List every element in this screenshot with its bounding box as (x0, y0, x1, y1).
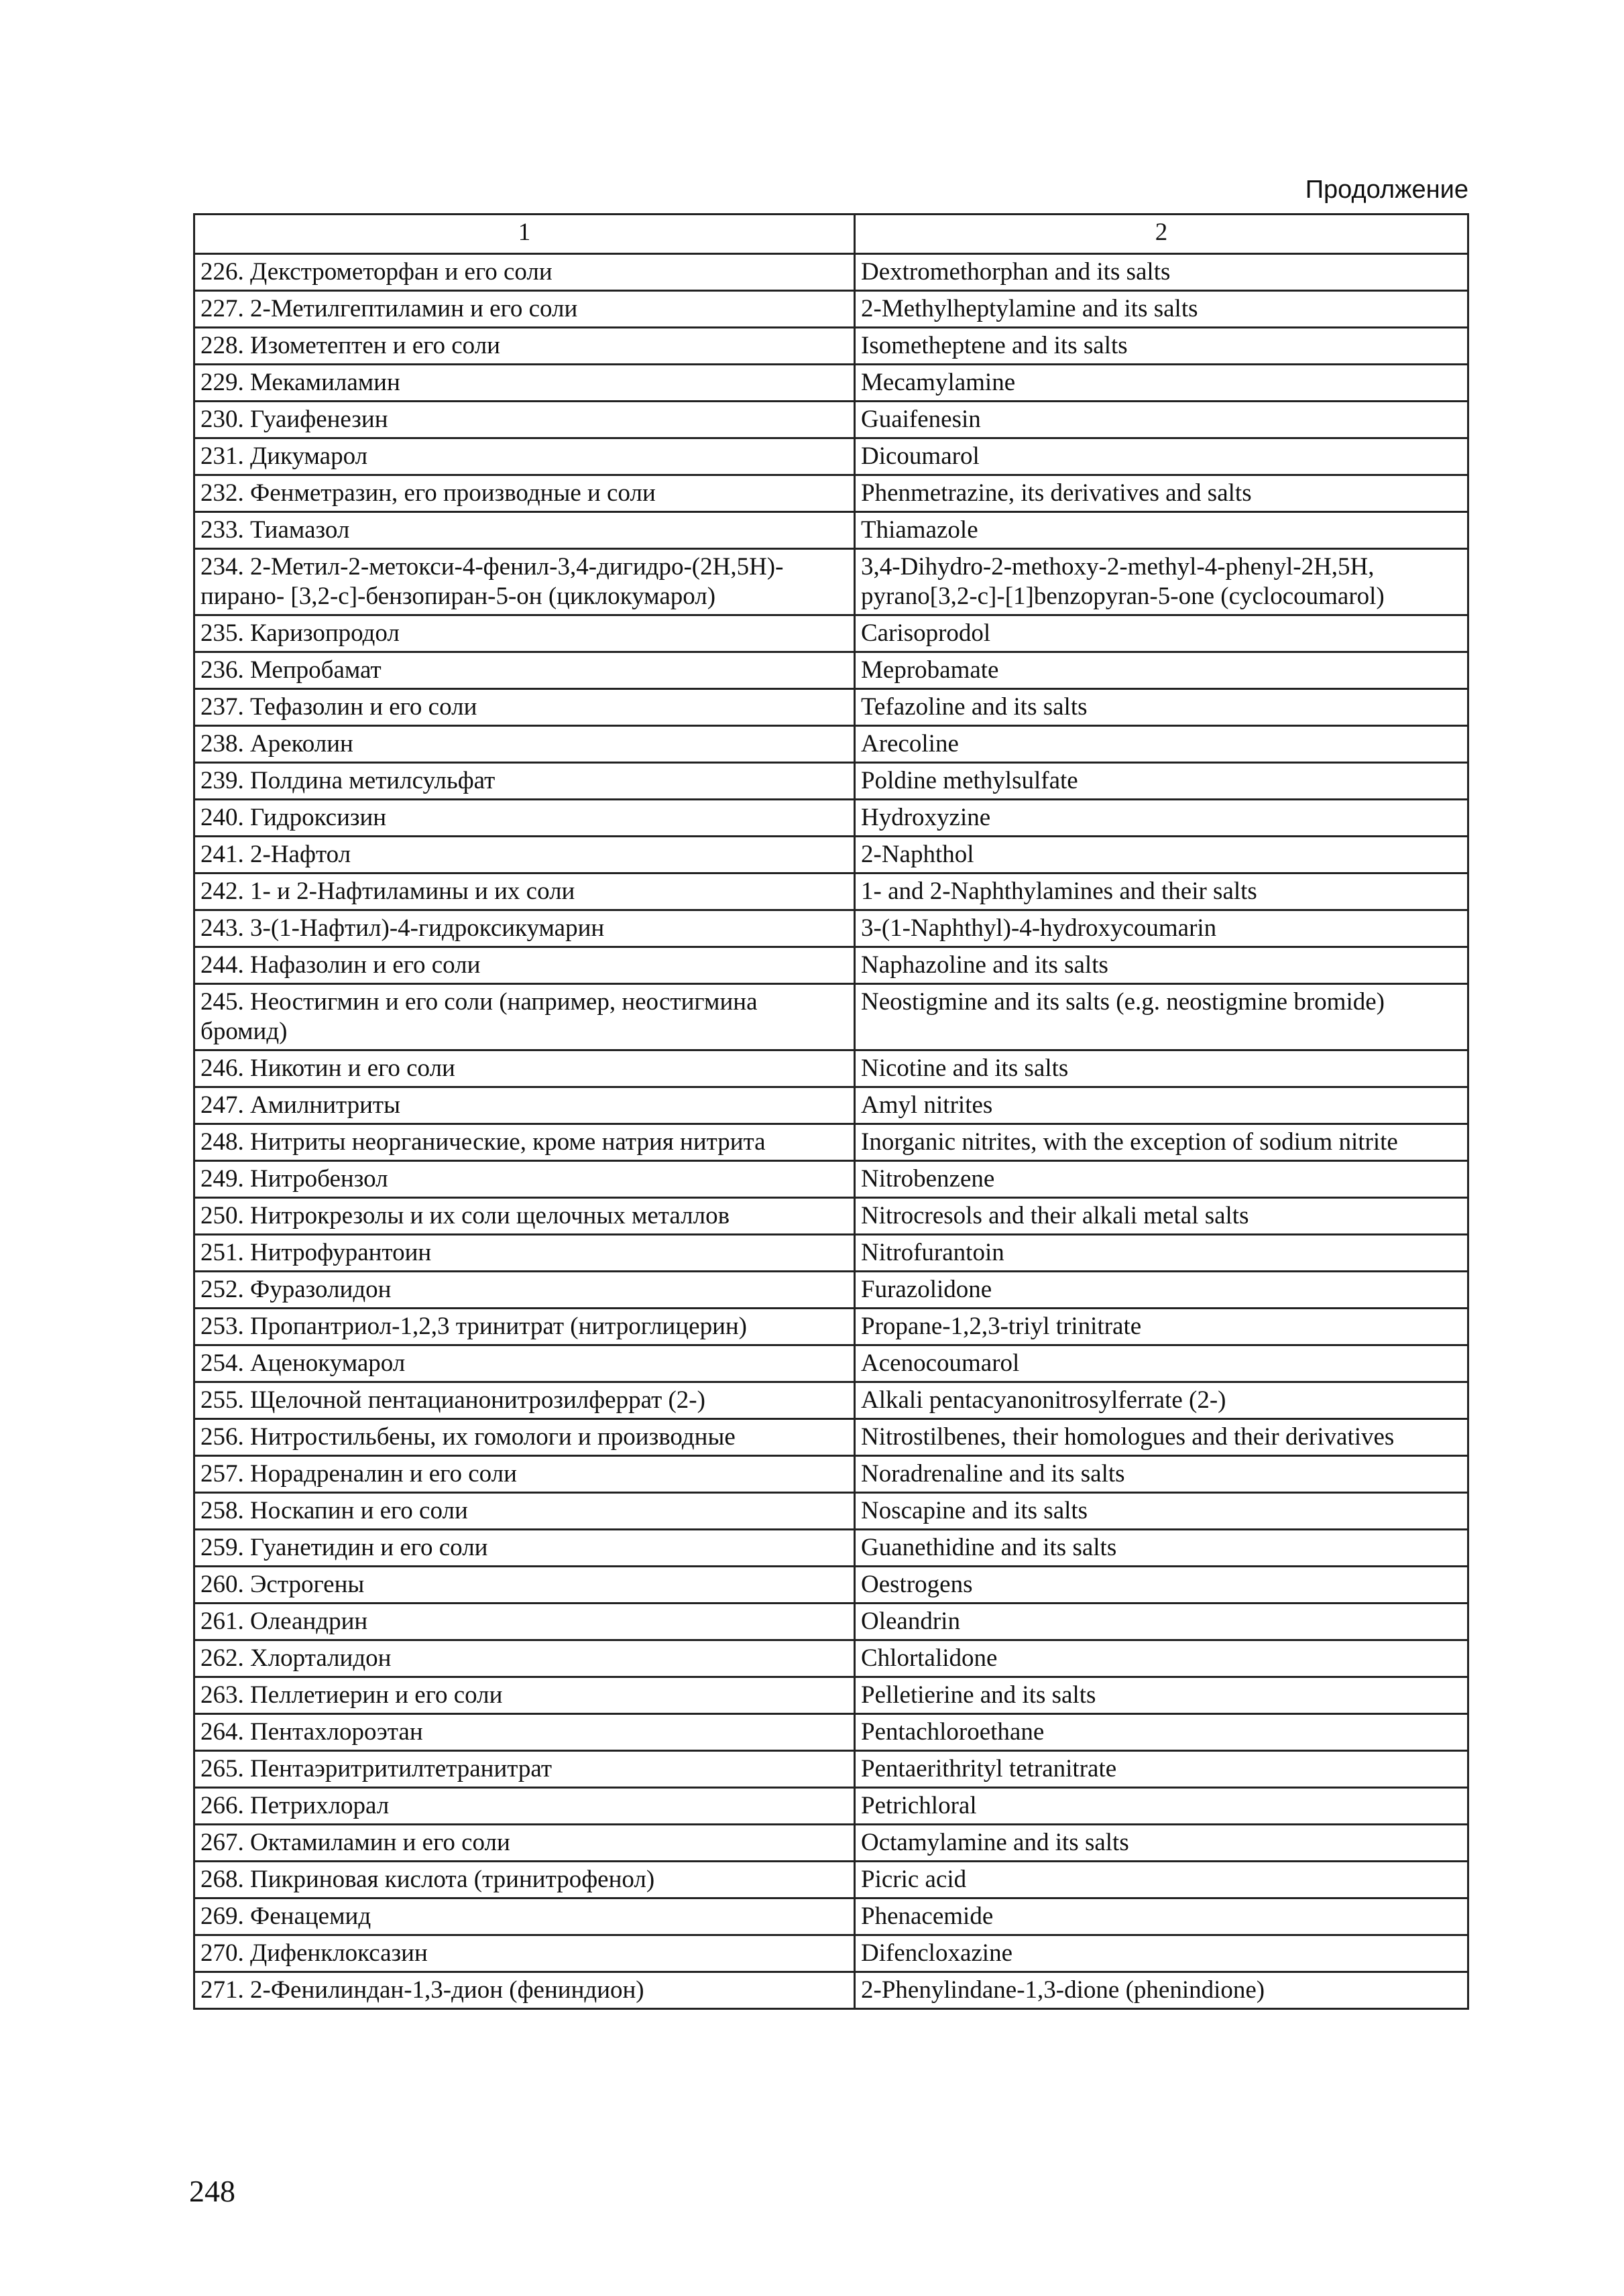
russian-name-cell: 237. Тефазолин и его соли (194, 689, 855, 726)
english-name-cell: Propane-1,2,3-triyl trinitrate (855, 1309, 1468, 1345)
english-name-cell: Nitrofurantoin (855, 1235, 1468, 1272)
english-name-cell: Poldine methylsulfate (855, 763, 1468, 800)
english-name-cell: Inorganic nitrites, with the exception of sodium nitrite (855, 1124, 1468, 1161)
english-name-cell: Pelletierine and its salts (855, 1677, 1468, 1714)
english-name-cell: Dextromethorphan and its salts (855, 254, 1468, 291)
russian-name-cell: 261. Олеандрин (194, 1604, 855, 1640)
russian-name-cell: 242. 1- и 2-Нафтиламины и их соли (194, 873, 855, 910)
russian-name-cell: 245. Неостигмин и его соли (например, неостигмина бромид) (194, 984, 855, 1050)
english-name-cell: Carisoprodol (855, 615, 1468, 652)
table-row (194, 689, 1468, 726)
russian-name-cell: 246. Никотин и его соли (194, 1050, 855, 1087)
page-number: 248 (189, 2174, 235, 2208)
table-row (194, 1161, 1468, 1198)
english-name-cell: Meprobamate (855, 652, 1468, 689)
russian-name-cell: 252. Фуразолидон (194, 1272, 855, 1309)
table-row (194, 1493, 1468, 1530)
table-row (194, 402, 1468, 438)
english-name-cell: 2-Naphthol (855, 837, 1468, 873)
table-row (194, 1309, 1468, 1345)
english-name-cell: Oestrogens (855, 1567, 1468, 1604)
english-name-cell: Guaifenesin (855, 402, 1468, 438)
russian-name-cell: 238. Ареколин (194, 726, 855, 763)
russian-name-cell: 258. Носкапин и его соли (194, 1493, 855, 1530)
column-header-2: 2 (855, 215, 1468, 254)
table-row (194, 365, 1468, 402)
russian-name-cell: 271. 2-Фенилиндан-1,3-дион (фениндион) (194, 1972, 855, 2009)
table-row (194, 1751, 1468, 1788)
column-header-1: 1 (194, 215, 855, 254)
table-row (194, 438, 1468, 475)
table-row (194, 1198, 1468, 1235)
russian-name-cell: 263. Пеллетиерин и его соли (194, 1677, 855, 1714)
table-row (194, 1972, 1468, 2009)
russian-name-cell: 227. 2-Метилгептиламин и его соли (194, 291, 855, 328)
english-name-cell: 3-(1-Naphthyl)-4-hydroxycoumarin (855, 910, 1468, 947)
table-row (194, 1456, 1468, 1493)
russian-name-cell: 265. Пентаэритритилтетранитрат (194, 1751, 855, 1788)
table-row (194, 1567, 1468, 1604)
substances-table (193, 213, 1469, 2010)
table-row (194, 910, 1468, 947)
table-row (194, 1604, 1468, 1640)
english-name-cell: Hydroxyzine (855, 800, 1468, 837)
table-row (194, 254, 1468, 291)
english-name-cell: Nitrobenzene (855, 1161, 1468, 1198)
russian-name-cell: 248. Нитриты неорганические, кроме натрия нитрита (194, 1124, 855, 1161)
russian-name-cell: 268. Пикриновая кислота (тринитрофенол) (194, 1862, 855, 1898)
english-name-cell: Isometheptene and its salts (855, 328, 1468, 365)
english-name-cell: Oleandrin (855, 1604, 1468, 1640)
english-name-cell: Pentachloroethane (855, 1714, 1468, 1751)
table-row (194, 512, 1468, 549)
english-name-cell: 2-Methylheptylamine and its salts (855, 291, 1468, 328)
russian-name-cell: 229. Мекамиламин (194, 365, 855, 402)
russian-name-cell: 239. Полдина метилсульфат (194, 763, 855, 800)
table-row (194, 1087, 1468, 1124)
table-row (194, 1050, 1468, 1087)
russian-name-cell: 231. Дикумарол (194, 438, 855, 475)
russian-name-cell: 234. 2-Метил-2-метокси-4-фенил-3,4-дигидро-(2H,5H)-пирано- [3,2-c]-бензопиран-5-он (циклокумарол) (194, 549, 855, 615)
continuation-label: Продолжение (1305, 176, 1468, 204)
english-name-cell: Thiamazole (855, 512, 1468, 549)
table-row (194, 291, 1468, 328)
table-body (194, 254, 1468, 2009)
russian-name-cell: 247. Амилнитриты (194, 1087, 855, 1124)
english-name-cell: Nicotine and its salts (855, 1050, 1468, 1087)
english-name-cell: Picric acid (855, 1862, 1468, 1898)
english-name-cell: Naphazoline and its salts (855, 947, 1468, 984)
table-row (194, 1272, 1468, 1309)
table-row (194, 549, 1468, 615)
english-name-cell: Arecoline (855, 726, 1468, 763)
table-row (194, 873, 1468, 910)
table-row (194, 984, 1468, 1050)
russian-name-cell: 249. Нитробензол (194, 1161, 855, 1198)
russian-name-cell: 233. Тиамазол (194, 512, 855, 549)
english-name-cell: Alkali pentacyanonitrosylferrate (2-) (855, 1382, 1468, 1419)
table-row (194, 1640, 1468, 1677)
russian-name-cell: 262. Хлорталидон (194, 1640, 855, 1677)
english-name-cell: Chlortalidone (855, 1640, 1468, 1677)
english-name-cell: 2-Phenylindane-1,3-dione (phenindione) (855, 1972, 1468, 2009)
table-row (194, 475, 1468, 512)
english-name-cell: Phenmetrazine, its derivatives and salts (855, 475, 1468, 512)
english-name-cell: Tefazoline and its salts (855, 689, 1468, 726)
russian-name-cell: 228. Изометептен и его соли (194, 328, 855, 365)
table-row (194, 1825, 1468, 1862)
english-name-cell: Dicoumarol (855, 438, 1468, 475)
russian-name-cell: 260. Эстрогены (194, 1567, 855, 1604)
table-row (194, 1862, 1468, 1898)
english-name-cell: Furazolidone (855, 1272, 1468, 1309)
table-row (194, 947, 1468, 984)
russian-name-cell: 244. Нафазолин и его соли (194, 947, 855, 984)
table-row (194, 1419, 1468, 1456)
table-row (194, 1382, 1468, 1419)
table-row (194, 1898, 1468, 1935)
table-row (194, 1530, 1468, 1567)
table-row (194, 726, 1468, 763)
russian-name-cell: 269. Фенацемид (194, 1898, 855, 1935)
russian-name-cell: 267. Октамиламин и его соли (194, 1825, 855, 1862)
table-row (194, 763, 1468, 800)
table-row (194, 1124, 1468, 1161)
english-name-cell: Neostigmine and its salts (e.g. neostigmine bromide) (855, 984, 1468, 1050)
english-name-cell: Octamylamine and its salts (855, 1825, 1468, 1862)
russian-name-cell: 250. Нитрокрезолы и их соли щелочных металлов (194, 1198, 855, 1235)
russian-name-cell: 257. Норадреналин и его соли (194, 1456, 855, 1493)
russian-name-cell: 232. Фенметразин, его производные и соли (194, 475, 855, 512)
russian-name-cell: 243. 3-(1-Нафтил)-4-гидроксикумарин (194, 910, 855, 947)
english-name-cell: 1- and 2-Naphthylamines and their salts (855, 873, 1468, 910)
russian-name-cell: 270. Дифенклоксазин (194, 1935, 855, 1972)
english-name-cell: Amyl nitrites (855, 1087, 1468, 1124)
english-name-cell: Nitrostilbenes, their homologues and their derivatives (855, 1419, 1468, 1456)
english-name-cell: Guanethidine and its salts (855, 1530, 1468, 1567)
english-name-cell: Mecamylamine (855, 365, 1468, 402)
russian-name-cell: 255. Щелочной пентацианонитрозилферрат (2-) (194, 1382, 855, 1419)
table-row (194, 800, 1468, 837)
russian-name-cell: 240. Гидроксизин (194, 800, 855, 837)
russian-name-cell: 259. Гуанетидин и его соли (194, 1530, 855, 1567)
table-row (194, 1714, 1468, 1751)
table-row (194, 1935, 1468, 1972)
english-name-cell: Nitrocresols and their alkali metal salts (855, 1198, 1468, 1235)
russian-name-cell: 230. Гуаифенезин (194, 402, 855, 438)
english-name-cell: Noscapine and its salts (855, 1493, 1468, 1530)
table-row (194, 1677, 1468, 1714)
table-row (194, 837, 1468, 873)
table-row (194, 1345, 1468, 1382)
russian-name-cell: 266. Петрихлорал (194, 1788, 855, 1825)
table-row (194, 1235, 1468, 1272)
english-name-cell: Acenocoumarol (855, 1345, 1468, 1382)
table-row (194, 1788, 1468, 1825)
english-name-cell: Noradrenaline and its salts (855, 1456, 1468, 1493)
english-name-cell: 3,4-Dihydro-2-methoxy-2-methyl-4-phenyl-2H,5H, pyrano[3,2-c]-[1]benzopyran-5-one (cyclocoumarol) (855, 549, 1468, 615)
russian-name-cell: 236. Мепробамат (194, 652, 855, 689)
russian-name-cell: 254. Аценокумарол (194, 1345, 855, 1382)
table-row (194, 652, 1468, 689)
russian-name-cell: 256. Нитростильбены, их гомологи и производные (194, 1419, 855, 1456)
table-row (194, 328, 1468, 365)
russian-name-cell: 253. Пропантриол-1,2,3 тринитрат (нитроглицерин) (194, 1309, 855, 1345)
russian-name-cell: 235. Каризопродол (194, 615, 855, 652)
english-name-cell: Pentaerithrityl tetranitrate (855, 1751, 1468, 1788)
table-row (194, 615, 1468, 652)
russian-name-cell: 264. Пентахлороэтан (194, 1714, 855, 1751)
english-name-cell: Petrichloral (855, 1788, 1468, 1825)
english-name-cell: Difencloxazine (855, 1935, 1468, 1972)
table-header-row (194, 215, 1468, 254)
russian-name-cell: 251. Нитрофурантоин (194, 1235, 855, 1272)
russian-name-cell: 226. Декстрометорфан и его соли (194, 254, 855, 291)
russian-name-cell: 241. 2-Нафтол (194, 837, 855, 873)
english-name-cell: Phenacemide (855, 1898, 1468, 1935)
